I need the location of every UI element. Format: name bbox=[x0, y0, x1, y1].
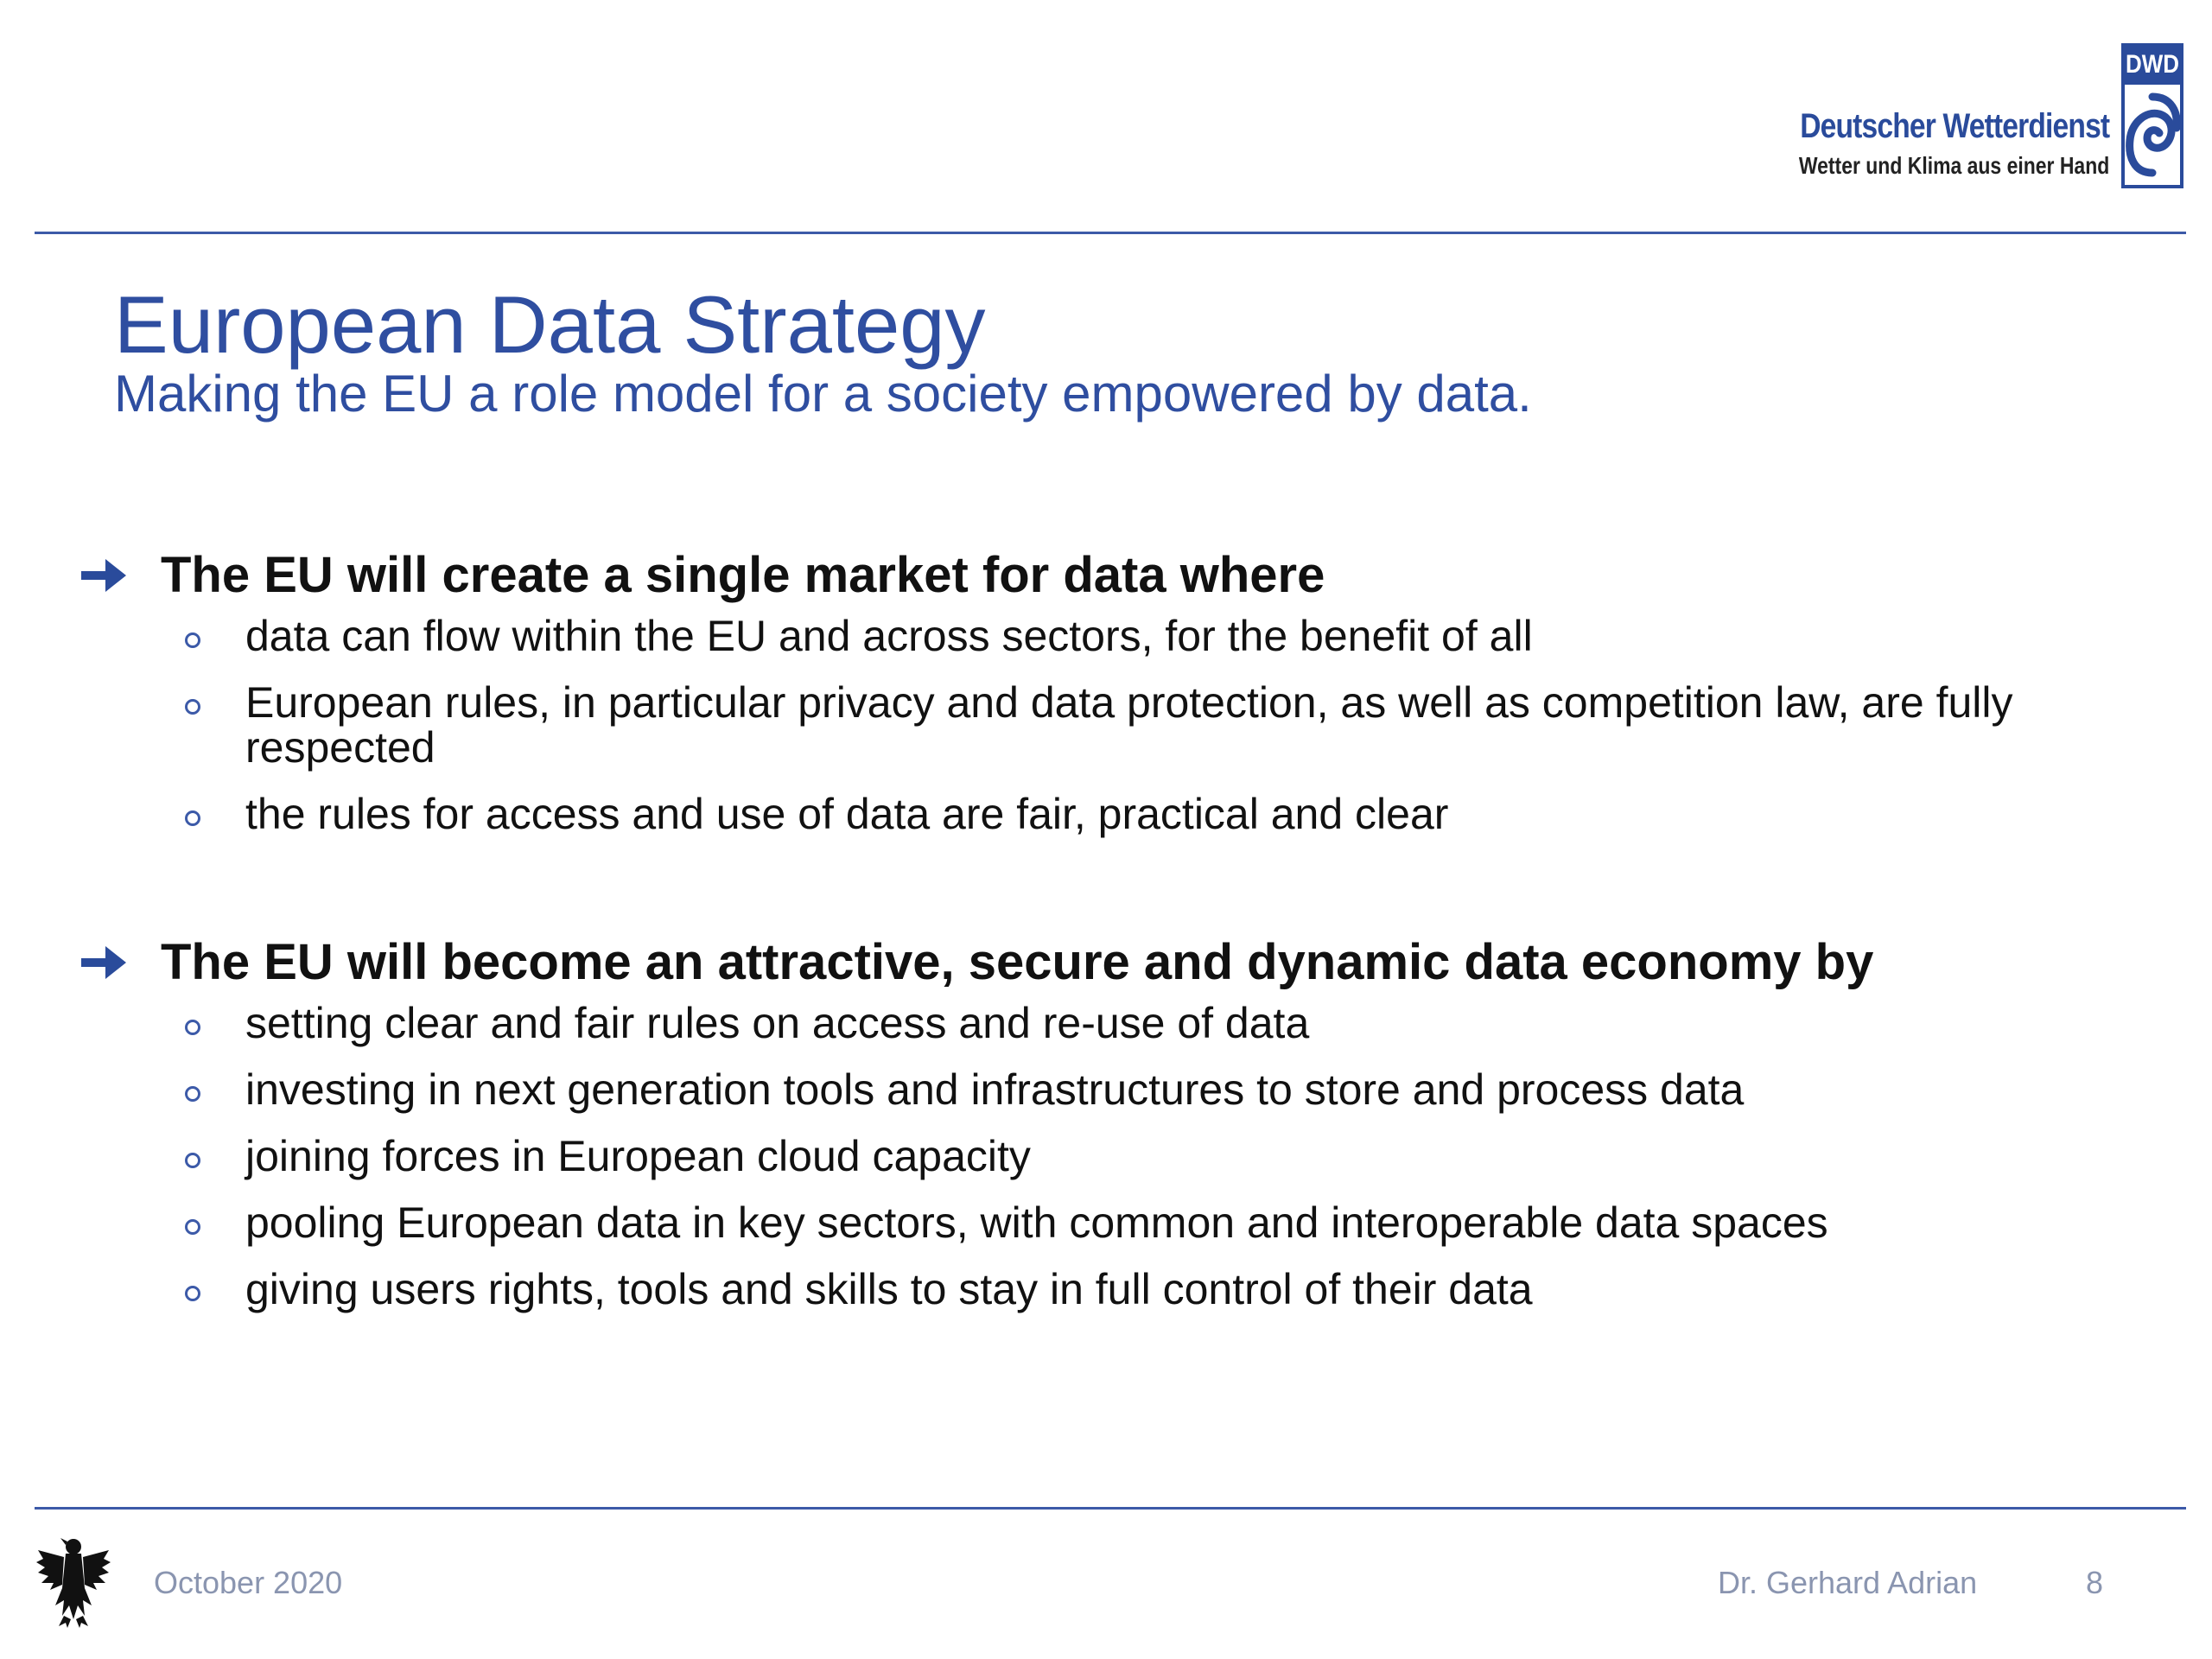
section-heading: The EU will create a single market for data where bbox=[161, 547, 1325, 603]
section-heading-row bbox=[79, 930, 2153, 995]
bullet-text: giving users rights, tools and skills to stay in full control of their data bbox=[245, 1265, 1533, 1313]
section-heading: The EU will become an attractive, secure and dynamic data economy by bbox=[161, 934, 1874, 990]
list-item bbox=[79, 1134, 2164, 1179]
logo-name: Deutscher Wetterdienst bbox=[1799, 107, 2109, 145]
list-item bbox=[79, 613, 2164, 658]
dwd-badge-icon bbox=[2121, 43, 2183, 188]
footer-divider bbox=[35, 1507, 2186, 1510]
dwd-logo bbox=[1731, 43, 2183, 188]
page-number: 8 bbox=[2086, 1565, 2104, 1600]
section-single-market bbox=[79, 543, 2153, 858]
list-item bbox=[79, 1267, 2164, 1312]
bullet-text: joining forces in European cloud capacity bbox=[245, 1132, 1031, 1180]
bullet-text: the rules for access and use of data are fair, practical and clear bbox=[245, 790, 1449, 838]
list-item bbox=[79, 1067, 2164, 1112]
circle-bullet-icon bbox=[185, 632, 200, 648]
circle-bullet-icon bbox=[185, 1086, 200, 1102]
circle-bullet-icon bbox=[185, 1219, 200, 1235]
footer-author: Dr. Gerhard Adrian bbox=[1718, 1565, 1978, 1600]
circle-bullet-icon bbox=[185, 1020, 200, 1035]
arrow-right-icon bbox=[79, 943, 128, 982]
circle-bullet-icon bbox=[185, 1286, 200, 1301]
section-data-economy bbox=[79, 930, 2153, 1333]
federal-eagle-icon bbox=[35, 1533, 112, 1630]
slide-title: European Data Strategy bbox=[114, 279, 986, 370]
circle-bullet-icon bbox=[185, 699, 200, 715]
list-item bbox=[79, 680, 2164, 770]
bullet-text: European rules, in particular privacy and data protection, as well as competition law, are fully respected bbox=[245, 678, 2013, 772]
list-item bbox=[79, 1200, 2164, 1245]
circle-bullet-icon bbox=[185, 1153, 200, 1168]
header-divider bbox=[35, 232, 2186, 234]
bullet-text: data can flow within the EU and across sectors, for the benefit of all bbox=[245, 612, 1533, 660]
logo-tagline: Wetter und Klima aus einer Hand bbox=[1798, 152, 2109, 179]
list-item bbox=[79, 1001, 2164, 1046]
bullet-text: pooling European data in key sectors, with common and interoperable data spaces bbox=[245, 1198, 1828, 1247]
bullet-list bbox=[79, 613, 2153, 836]
arrow-right-icon bbox=[79, 556, 128, 595]
bullet-text: setting clear and fair rules on access and re-use of data bbox=[245, 999, 1310, 1047]
section-heading-row bbox=[79, 543, 2153, 608]
bullet-list bbox=[79, 1001, 2153, 1312]
logo-badge-text: DWD bbox=[2126, 50, 2179, 79]
footer-date: October 2020 bbox=[154, 1565, 343, 1600]
slide-subtitle: Making the EU a role model for a society empowered by data. bbox=[114, 365, 1532, 423]
circle-bullet-icon bbox=[185, 810, 200, 826]
logo-text bbox=[1731, 105, 2109, 181]
bullet-text: investing in next generation tools and infrastructures to store and process data bbox=[245, 1065, 1745, 1114]
list-item bbox=[79, 791, 2164, 836]
